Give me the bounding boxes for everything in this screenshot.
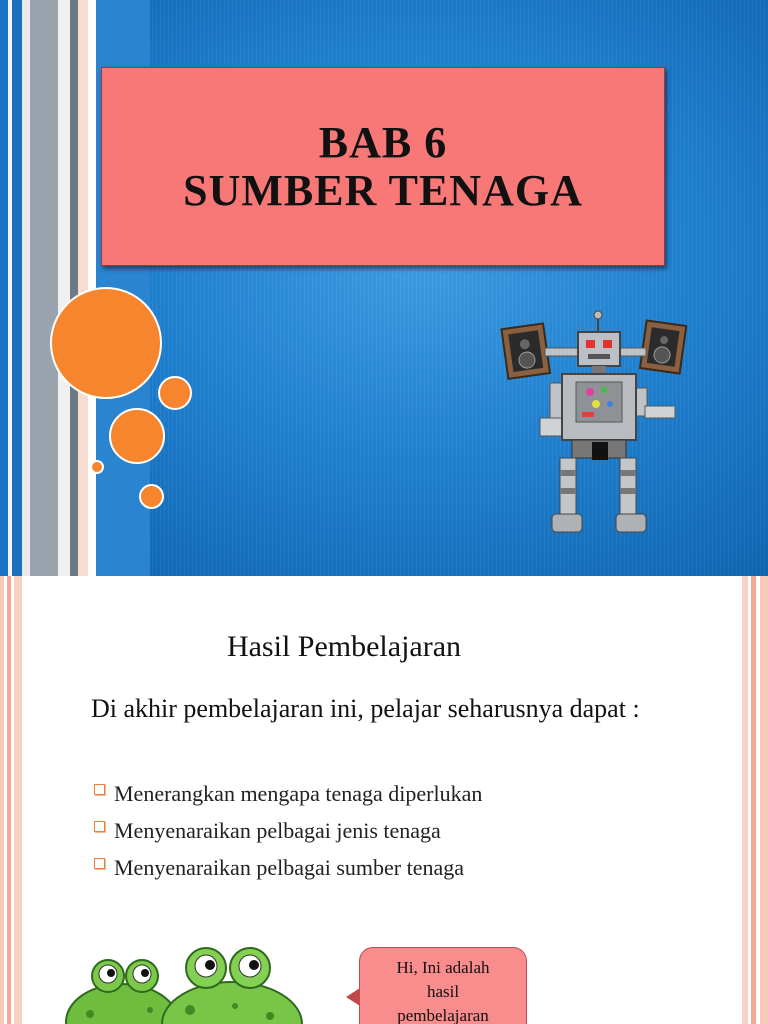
- decorative-right-stripes: [738, 576, 768, 1024]
- decorative-circle-medium: [109, 408, 165, 464]
- title-topic: SUMBER TENAGA: [183, 165, 583, 215]
- list-item: [94, 849, 482, 886]
- frogs-illustration: [60, 944, 320, 1024]
- decorative-circle-large: [50, 287, 162, 399]
- list-item: [94, 812, 482, 849]
- robot-illustration: [500, 308, 690, 543]
- intro-text: Di akhir pembelajaran ini, pelajar seharusnya dapat :: [91, 694, 640, 723]
- title-box: [101, 67, 665, 266]
- bubble-line: Hi, Ini adalah: [396, 958, 490, 977]
- learning-outcomes-slide: [0, 576, 768, 1024]
- square-bullet-icon: [94, 821, 105, 832]
- list-item: [94, 775, 482, 812]
- list-item-text: Menerangkan mengapa tenaga diperlukan: [114, 781, 483, 806]
- decorative-circle-small: [158, 376, 192, 410]
- square-bullet-icon: [94, 784, 105, 795]
- section-heading: Hasil Pembelajaran: [226, 630, 462, 663]
- bubble-line: pembelajaran: [397, 1006, 489, 1024]
- decorative-circle-small-2: [139, 484, 164, 509]
- decorative-circle-tiny: [90, 460, 104, 474]
- outcome-list: [94, 775, 482, 886]
- title-chapter: BAB 6: [318, 117, 448, 167]
- list-item-text: Menyenaraikan pelbagai sumber tenaga: [114, 855, 465, 880]
- list-item-text: Menyenaraikan pelbagai jenis tenaga: [114, 818, 441, 843]
- square-bullet-icon: [94, 858, 105, 869]
- bubble-line: hasil: [426, 982, 460, 1001]
- speech-bubble: [359, 947, 527, 1024]
